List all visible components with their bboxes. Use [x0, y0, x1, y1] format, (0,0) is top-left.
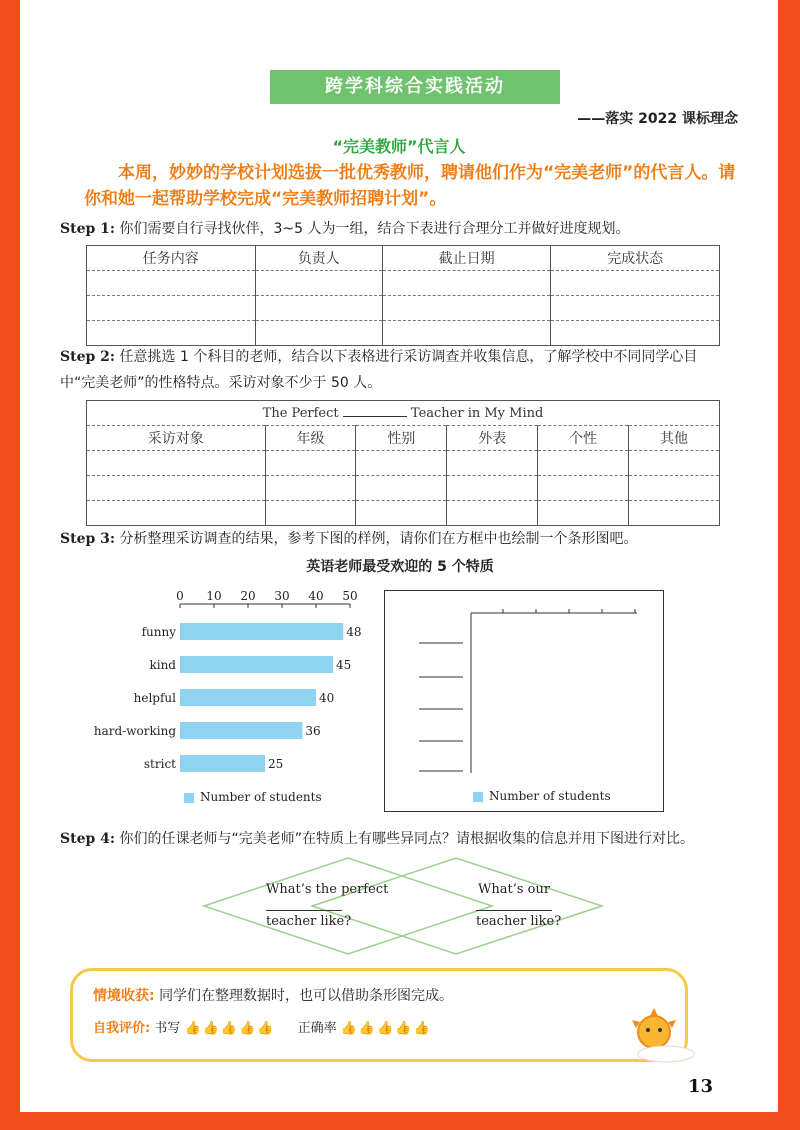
eval-write-label: 书写 [154, 1021, 181, 1036]
table-cell[interactable] [255, 296, 382, 321]
table-cell[interactable] [255, 271, 382, 296]
right-prompt-b: teacher like? [476, 914, 562, 929]
category-label: funny [141, 625, 176, 639]
step3-label: Step 3: [60, 531, 116, 547]
table-cell[interactable] [87, 296, 256, 321]
table-cell[interactable] [87, 451, 266, 476]
step4-label: Step 4: [60, 831, 116, 847]
table-cell[interactable] [551, 271, 720, 296]
activity-banner: 跨学科综合实践活动 [270, 70, 560, 104]
table-cell[interactable] [265, 451, 356, 476]
step4 [60, 826, 760, 852]
blank-chart-axes [385, 591, 663, 811]
blank-legend [473, 789, 611, 803]
category-label: strict [143, 757, 176, 771]
table-cell[interactable] [87, 271, 256, 296]
value-label: 48 [346, 625, 362, 639]
table-cell[interactable] [356, 451, 447, 476]
self-evaluation [93, 1017, 432, 1036]
table-cell[interactable] [628, 451, 719, 476]
summary-box [70, 968, 688, 1062]
category-label: helpful [133, 691, 176, 705]
table-cell[interactable] [265, 501, 356, 526]
blank-chart-box[interactable] [384, 590, 664, 812]
table-header: 负责人 [255, 246, 382, 271]
table-cell[interactable] [538, 501, 629, 526]
table-cell[interactable] [356, 501, 447, 526]
step1-table [86, 245, 720, 346]
gain-text: 同学们在整理数据时，也可以借助条形图完成。 [159, 988, 454, 1004]
table-header: 个性 [538, 426, 629, 451]
value-label: 25 [268, 757, 284, 771]
answer-line[interactable] [266, 910, 342, 911]
value-label: 36 [305, 724, 321, 738]
step3 [60, 526, 750, 552]
table-cell[interactable] [356, 476, 447, 501]
eval-correct-label: 正确率 [297, 1021, 337, 1036]
bar-chart [88, 590, 378, 810]
bar-kind [180, 656, 333, 673]
table-header: 年级 [265, 426, 356, 451]
table-title-part: Teacher in My Mind [410, 405, 544, 421]
legend-swatch [184, 793, 194, 803]
table-cell[interactable] [628, 476, 719, 501]
value-label: 40 [319, 691, 335, 705]
legend-label: Number of students [200, 790, 322, 804]
gain-label: 情境收获: [93, 988, 155, 1004]
subtitle: ——落实 2022 课标理念 [577, 111, 738, 127]
page-number: 13 [688, 1076, 714, 1097]
table-header: 其他 [628, 426, 719, 451]
table-header: 性别 [356, 426, 447, 451]
left-diamond [204, 858, 492, 954]
chart-title: 英语老师最受欢迎的 5 个特质 [306, 559, 494, 575]
step1 [60, 216, 750, 242]
table-header: 任务内容 [87, 246, 256, 271]
table-cell[interactable] [87, 476, 266, 501]
bar-hard-working [180, 722, 302, 739]
eval-label: 自我评价: [93, 1021, 151, 1036]
table-cell[interactable] [447, 451, 538, 476]
x-tick-label: 20 [240, 590, 256, 603]
step2-text: 任意挑选 1 个科目的老师，结合以下表格进行采访调查并收集信息，了解学校中不同同学心目中“完美老师”的性格特点。采访对象不少于 50 人。 [60, 349, 698, 391]
value-label: 45 [336, 658, 352, 672]
right-prompt-a: What’s our [478, 882, 551, 897]
table-cell[interactable] [382, 321, 551, 346]
step2-label: Step 2: [60, 349, 116, 365]
step2 [60, 344, 725, 396]
x-tick-label: 10 [206, 590, 222, 603]
table-cell[interactable] [551, 321, 720, 346]
step3-text: 分析整理采访调查的结果，参考下图的样例，请你们在方框中也绘制一个条形图吧。 [119, 531, 638, 547]
right-diamond [312, 858, 602, 954]
comparison-diagram [200, 856, 610, 956]
table-cell[interactable] [628, 501, 719, 526]
step1-text: 你们需要自行寻找伙伴，3~5 人为一组，结合下表进行合理分工并做好进度规划。 [119, 221, 630, 237]
bar-funny [180, 623, 343, 640]
table-cell[interactable] [551, 296, 720, 321]
blank-line[interactable] [343, 416, 407, 417]
table-cell[interactable] [538, 476, 629, 501]
table-cell[interactable] [255, 321, 382, 346]
legend-swatch [473, 792, 483, 802]
chart-legend [184, 790, 322, 804]
category-label: hard-working [93, 724, 176, 738]
thumbs-up-icon[interactable]: 👍👍👍👍👍 [184, 1021, 276, 1036]
x-tick-label: 40 [308, 590, 324, 603]
table-cell[interactable] [265, 476, 356, 501]
intro-text: 本周，妙妙的学校计划选拔一批优秀教师，聘请他们作为“完美老师”的代言人。请你和她一起帮助学校完成“完美教师招聘计划”。 [84, 163, 736, 209]
table-header: 采访对象 [87, 426, 266, 451]
bar-helpful [180, 689, 316, 706]
page-title: “完美教师”代言人 [332, 137, 466, 156]
table-title-part: The Perfect [262, 405, 339, 421]
table-cell[interactable] [382, 296, 551, 321]
table-cell[interactable] [447, 476, 538, 501]
table-cell[interactable] [87, 321, 256, 346]
bars [94, 623, 362, 772]
legend-label: Number of students [489, 789, 611, 803]
bar-strict [180, 755, 265, 772]
table-cell[interactable] [87, 501, 266, 526]
thumbs-up-icon[interactable]: 👍👍👍👍👍 [340, 1021, 432, 1036]
x-tick-label: 50 [342, 590, 358, 603]
summary-line [93, 985, 453, 1005]
table-cell[interactable] [382, 271, 551, 296]
table-header: 外表 [447, 426, 538, 451]
x-ticks [176, 590, 357, 608]
x-tick-label: 30 [274, 590, 290, 603]
table-cell[interactable] [447, 501, 538, 526]
table-header: 截止日期 [382, 246, 551, 271]
step2-table [86, 400, 720, 526]
table-header: 完成状态 [551, 246, 720, 271]
step4-text: 你们的任课老师与“完美老师”在特质上有哪些异同点？请根据收集的信息并用下图进行对比。 [119, 831, 695, 847]
category-label: kind [149, 658, 176, 672]
left-prompt-b: teacher like? [266, 914, 352, 929]
answer-line[interactable] [476, 910, 552, 911]
x-tick-label: 0 [176, 590, 184, 603]
left-prompt-a: What’s the perfect [266, 882, 389, 897]
table-title [87, 401, 720, 426]
sun-icon [622, 1006, 698, 1064]
table-cell[interactable] [538, 451, 629, 476]
step1-label: Step 1: [60, 221, 116, 237]
